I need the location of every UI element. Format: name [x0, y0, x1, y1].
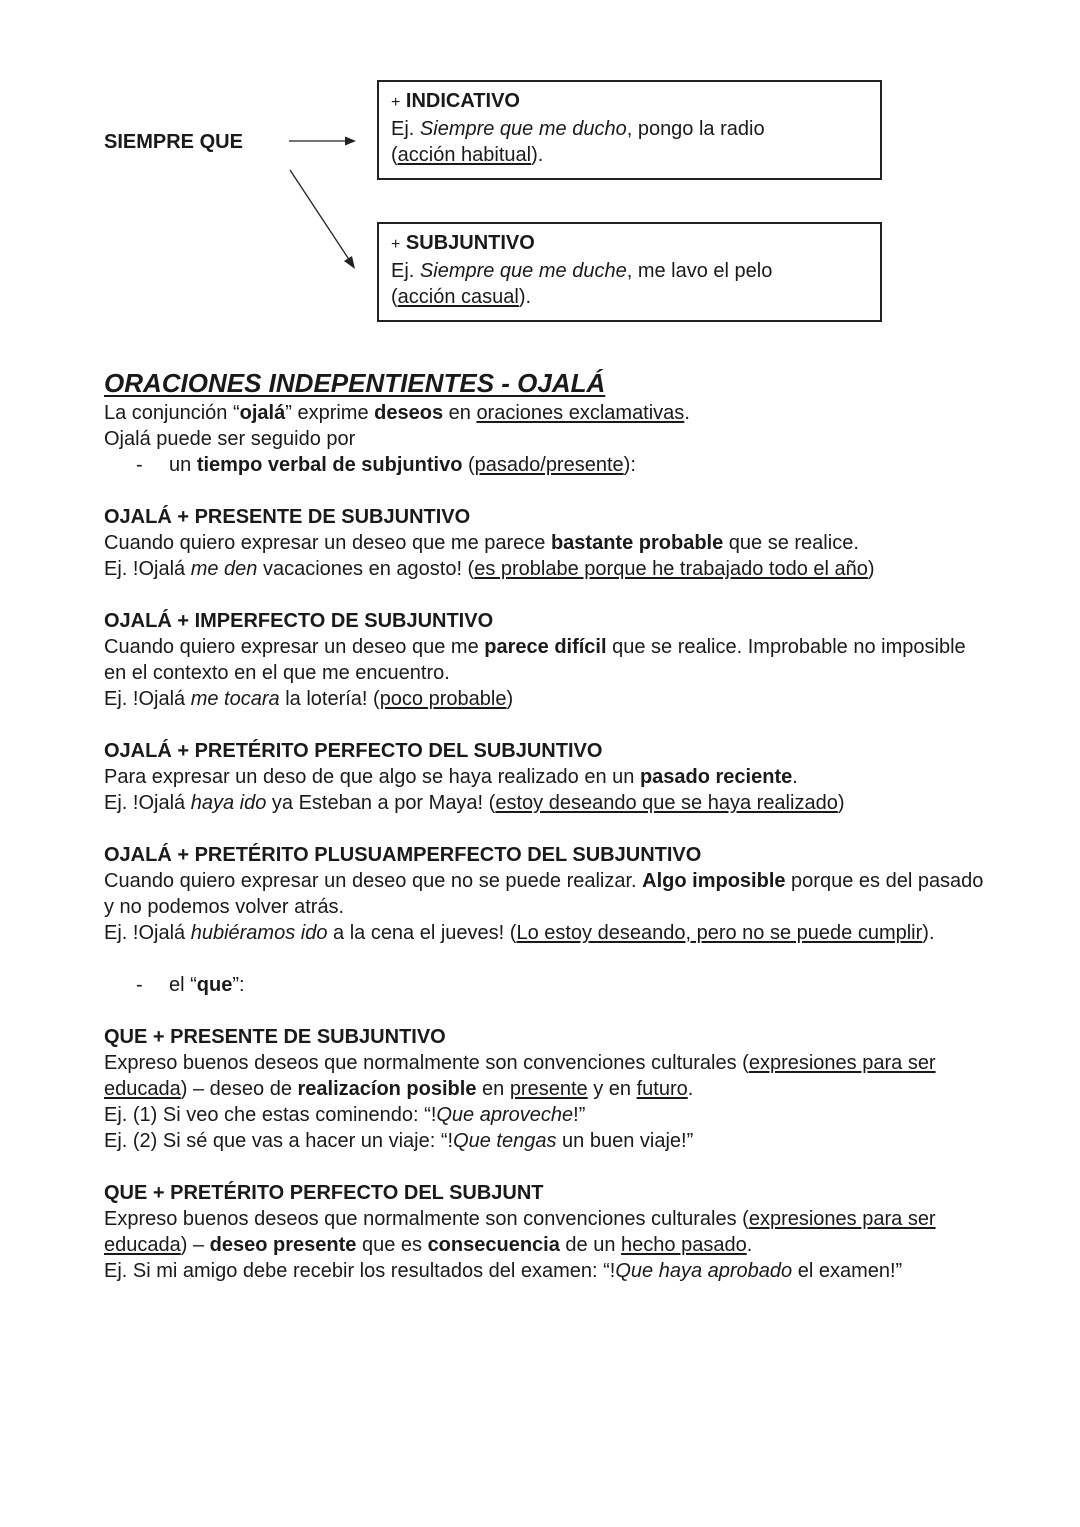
section-heading: OJALÁ + PRETÉRITO PLUSUAMPERFECTO DEL SUBJUNTIVO — [104, 844, 702, 866]
section-description: Expreso buenos deseos que normalmente son convenciones culturales (expresiones para ser educada) – deseo presente que es consecuencia de un hecho pasado. — [104, 1208, 936, 1256]
intro-line-1: La conjunción “ojalá” exprime deseos en oraciones exclamativas. — [104, 402, 690, 424]
bullet-subjuntivo: - un tiempo verbal de subjuntivo (pasado/presente): — [136, 454, 636, 476]
section-example-2: Ej. (2) Si sé que vas a hacer un viaje: “!Que tengas un buen viaje!” — [104, 1130, 694, 1152]
section-example: Ej. !Ojalá hubiéramos ido a la cena el jueves! (Lo estoy deseando, pero no se puede cumplir). — [104, 922, 935, 944]
subjuntivo-heading: SUBJUNTIVO — [405, 232, 535, 254]
intro-line-2: Ojalá puede ser seguido por — [104, 428, 356, 450]
indicativo-heading: INDICATIVO — [405, 90, 520, 112]
indicativo-box: + INDICATIVO Ej. Siempre que me ducho, pongo la radio (acción habitual). — [377, 80, 882, 180]
section-example: Ej. Si mi amigo debe recebir los resultados del examen: “!Que haya aprobado el examen!” — [104, 1260, 903, 1282]
subjuntivo-note: (acción casual). — [391, 286, 532, 308]
section-example: Ej. !Ojalá me tocara la lotería! (poco probable) — [104, 688, 514, 710]
section-heading: OJALÁ + PRETÉRITO PERFECTO DEL SUBJUNTIVO — [104, 740, 603, 762]
section-heading: OJALÁ + IMPERFECTO DE SUBJUNTIVO — [104, 610, 494, 632]
section-example: Ej. !Ojalá haya ido ya Esteban a por Maya! (estoy deseando que se haya realizado) — [104, 792, 845, 814]
section-description: Cuando quiero expresar un deseo que no se puede realizar. Algo imposible porque es del pasado y no podemos volver atrás. — [104, 870, 984, 918]
bullet-que: - el “que”: — [136, 974, 245, 996]
subjuntivo-box: + SUBJUNTIVO Ej. Siempre que me duche, me lavo el pelo (acción casual). — [377, 222, 882, 322]
indicativo-note: (acción habitual). — [391, 144, 544, 166]
main-content — [104, 366, 984, 1284]
indicativo-example: Ej. Siempre que me ducho, pongo la radio — [391, 118, 765, 140]
subjuntivo-example: Ej. Siempre que me duche, me lavo el pelo — [391, 260, 773, 282]
page-title: ORACIONES INDEPENTIENTES - OJALÁ — [104, 368, 606, 398]
section-description: Expreso buenos deseos que normalmente son convenciones culturales (expresiones para ser educada) – deseo de realizacíon posible en presente y en futuro. — [104, 1052, 936, 1100]
section-pluscuamperfecto — [104, 842, 984, 946]
arrowhead-indicativo — [345, 137, 356, 146]
section-example-1: Ej. (1) Si veo che estas cominendo: “!Que aproveche!” — [104, 1104, 586, 1126]
section-description: Para expresar un deso de que algo se haya realizado en un pasado reciente. — [104, 766, 798, 788]
siempre-que-label: SIEMPRE QUE — [104, 131, 243, 153]
section-description: Cuando quiero expresar un deseo que me parece bastante probable que se realice. — [104, 532, 859, 554]
section-preterito-perfecto — [104, 738, 984, 816]
arrow-to-subjuntivo — [290, 170, 352, 264]
arrowhead-subjuntivo — [344, 256, 355, 269]
section-que-preterito — [104, 1180, 984, 1284]
section-heading: QUE + PRESENTE DE SUBJUNTIVO — [104, 1026, 446, 1048]
section-presente — [104, 504, 984, 582]
section-description: Cuando quiero expresar un deseo que me parece difícil que se realice. Improbable no imposible en el contexto en el que me encuentro. — [104, 636, 966, 684]
section-heading: QUE + PRETÉRITO PERFECTO DEL SUBJUNT — [104, 1182, 544, 1204]
section-imperfecto — [104, 608, 984, 712]
section-example: Ej. !Ojalá me den vacaciones en agosto! (es problabe porque he trabajado todo el año) — [104, 558, 875, 580]
section-heading: OJALÁ + PRESENTE DE SUBJUNTIVO — [104, 506, 471, 528]
section-que-presente — [104, 1024, 984, 1154]
